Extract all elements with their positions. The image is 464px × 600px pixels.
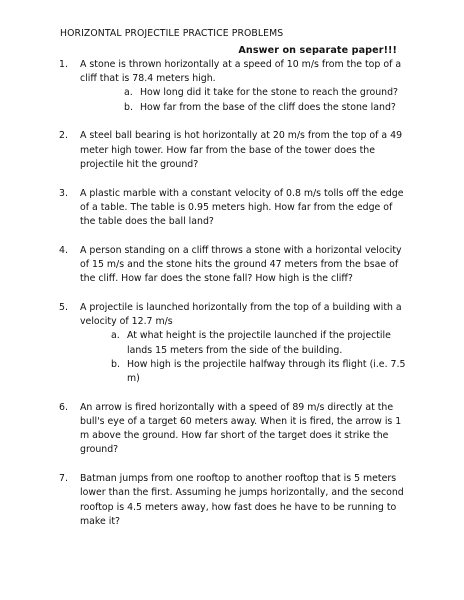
subpart-text: At what height is the projectile launched if the projectile lands 15 meters from the side of the building.: [127, 330, 391, 356]
problem-number: 2.: [59, 130, 68, 142]
problem-1: [59, 58, 408, 115]
problem-6: [59, 401, 408, 458]
subpart-list: [80, 86, 408, 114]
problem-number: 7.: [59, 473, 68, 485]
problem-number: 4.: [59, 244, 68, 256]
subpart-a: [80, 86, 408, 100]
subpart-letter: b.: [111, 358, 120, 370]
problem-number: 6.: [59, 401, 68, 413]
subpart-text: How far from the base of the cliff does the stone land?: [140, 101, 396, 113]
problem-text: A plastic marble with a constant velocity of 0.8 m/s tolls off the edge of a table. The table is 0.95 meters high. How far from the edge of the table does the ball land?: [80, 187, 404, 228]
subpart-letter: a.: [124, 87, 133, 99]
subpart-letter: a.: [111, 330, 120, 342]
problem-text: Batman jumps from one rooftop to another rooftop that is 5 meters lower than the first. Assuming he jumps horizontally, and the second rooftop is 4.5 meters away, how fast does he have to be running to make it?: [80, 473, 404, 527]
subpart-letter: b.: [124, 101, 133, 113]
problem-3: [59, 187, 408, 230]
problem-list: [59, 58, 408, 544]
problem-7: [59, 472, 408, 529]
problem-text: An arrow is fired horizontally with a speed of 89 m/s directly at the bull's eye of a target 60 meters away. When it is fired, the arrow is 1 m above the ground. How far short of the target does it strike the ground?: [80, 401, 402, 456]
subpart-list: [80, 329, 408, 386]
problem-text: A stone is thrown horizontally at a speed of 10 m/s from the top of a cliff that is 78.4 meters high.: [80, 59, 402, 85]
problem-5: [59, 301, 408, 386]
problem-text: A projectile is launched horizontally from the top of a building with a velocity of 12.7 m/s: [80, 302, 402, 328]
problem-text: A person standing on a cliff throws a stone with a horizontal velocity of 15 m/s and the stone hits the ground 47 meters from the bsae of the cliff. How far does the stone fall? How high is the cliff?: [80, 244, 402, 285]
subpart-b: [80, 101, 408, 115]
problem-2: [59, 129, 408, 172]
answer-note: Answer on separate paper!!!: [238, 45, 397, 56]
problem-number: 1.: [59, 59, 68, 70]
problem-4: [59, 244, 408, 287]
subpart-text: How long did it take for the stone to reach the ground?: [140, 87, 399, 99]
problem-text: A steel ball bearing is hot horizontally at 20 m/s from the top of a 49 meter high tower. How far from the base of the tower does the projectile hit the ground?: [80, 130, 403, 170]
subpart-text: How high is the projectile halfway through its flight (i.e. 7.5 m): [127, 358, 406, 385]
problem-number: 5.: [59, 302, 68, 314]
problem-number: 3.: [59, 187, 68, 199]
subpart-b: [80, 358, 408, 386]
subpart-a: [80, 329, 408, 357]
page-title: HORIZONTAL PROJECTILE PRACTICE PROBLEMS: [60, 28, 284, 39]
